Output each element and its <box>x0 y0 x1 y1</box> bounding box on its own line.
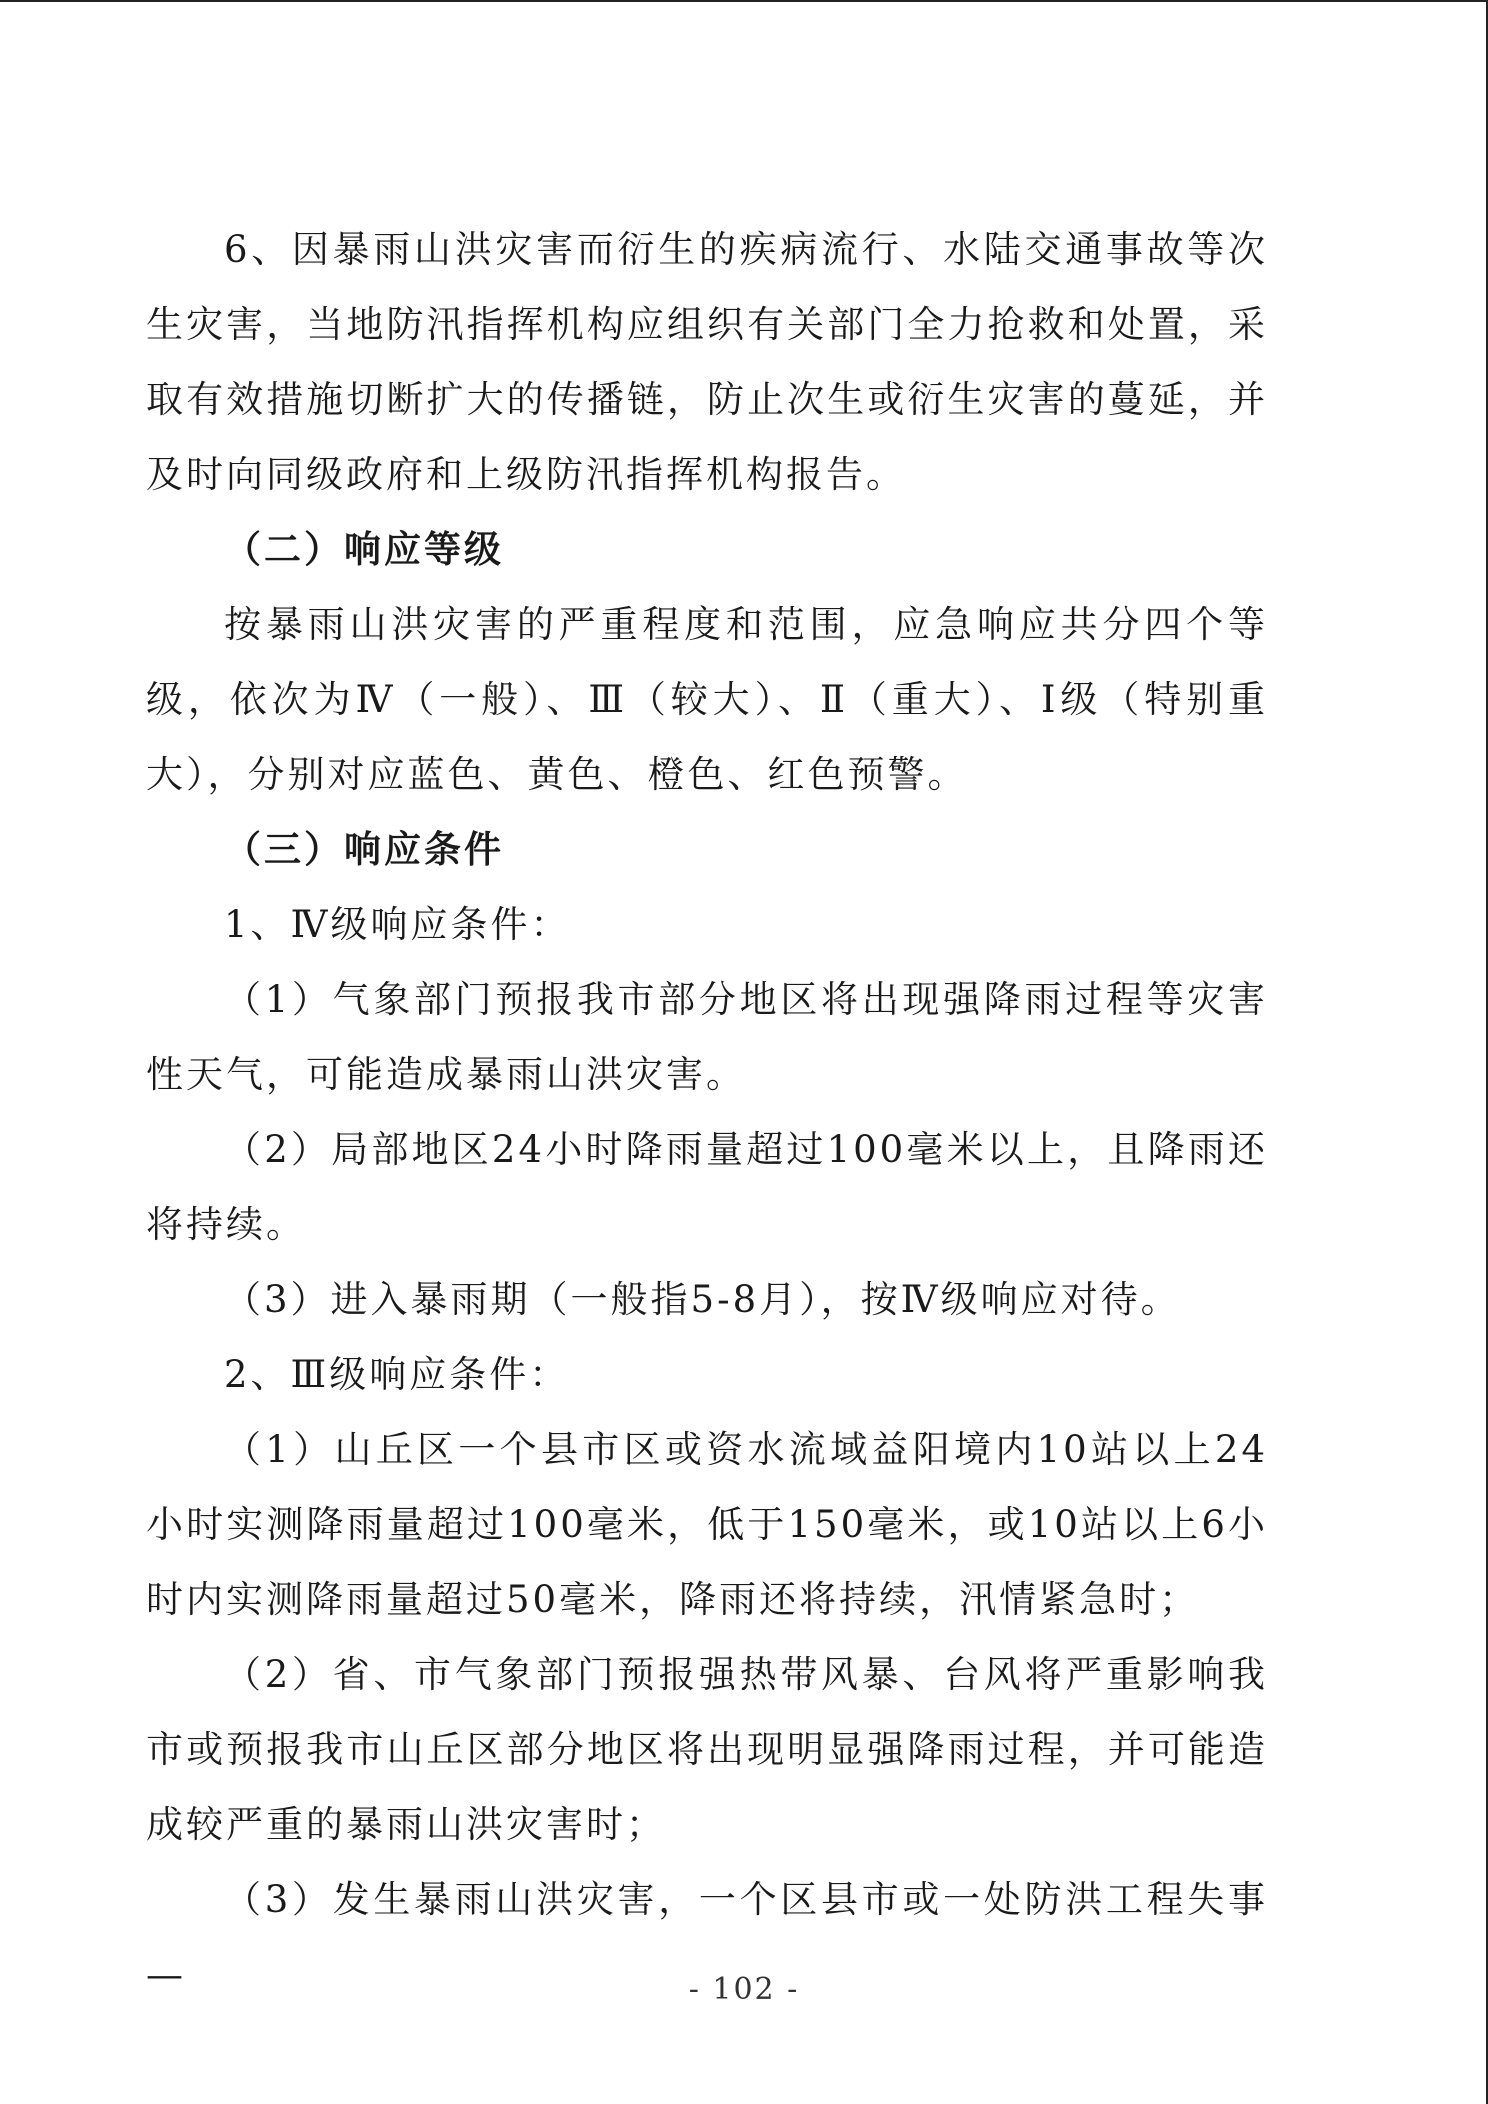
page-number: - 102 - <box>688 1972 800 2007</box>
subheading-level-3-conditions: 2、Ⅲ级响应条件： <box>224 1353 570 1396</box>
paragraph-level-3-item-1: （1）山丘区一个县市区或资水流域益阳境内10站以上24小时实测降雨量超过100毫米，低于150毫米，或10站以上6小时内实测降雨量超过50毫米，降雨还将持续，汛情紧急时； <box>146 1428 1268 1621</box>
paragraph-level-3-item-2: （2）省、市气象部门预报强热带风暴、台风将严重影响我市或预报我市山丘区部分地区将出现明显强降雨过程，并可能造成较严重的暴雨山洪灾害时； <box>146 1653 1268 1846</box>
paragraph-level-3-item-3: （3）发生暴雨山洪灾害，一个区县市或一处防洪工程失事— <box>146 1878 1268 1996</box>
section-heading-response-levels: （二）响应等级 <box>224 528 504 571</box>
section-heading-response-conditions: （三）响应条件 <box>224 828 504 871</box>
paragraph-level-4-item-3: （3）进入暴雨期（一般指5-8月），按Ⅳ级响应对待。 <box>224 1278 1181 1321</box>
document-body <box>146 212 1268 2012</box>
subheading-level-4-conditions: 1、Ⅳ级响应条件： <box>224 903 571 946</box>
paragraph-response-levels: 按暴雨山洪灾害的严重程度和范围，应急响应共分四个等级，依次为Ⅳ（一般）、Ⅲ（较大）、Ⅱ（重大）、Ⅰ级（特别重大），分别对应蓝色、黄色、橙色、红色预警。 <box>146 603 1268 796</box>
paragraph-secondary-disaster: 6、因暴雨山洪灾害而衍生的疾病流行、水陆交通事故等次生灾害，当地防汛指挥机构应组织有关部门全力抢救和处置，采取有效措施切断扩大的传播链，防止次生或衍生灾害的蔓延，并及时向同级政府和上级防汛指挥机构报告。 <box>146 228 1268 496</box>
paragraph-level-4-item-1: （1）气象部门预报我市部分地区将出现强降雨过程等灾害性天气，可能造成暴雨山洪灾害。 <box>146 978 1268 1096</box>
page-edge-top <box>0 0 1488 2</box>
paragraph-level-4-item-2: （2）局部地区24小时降雨量超过100毫米以上，且降雨还将持续。 <box>146 1128 1268 1246</box>
